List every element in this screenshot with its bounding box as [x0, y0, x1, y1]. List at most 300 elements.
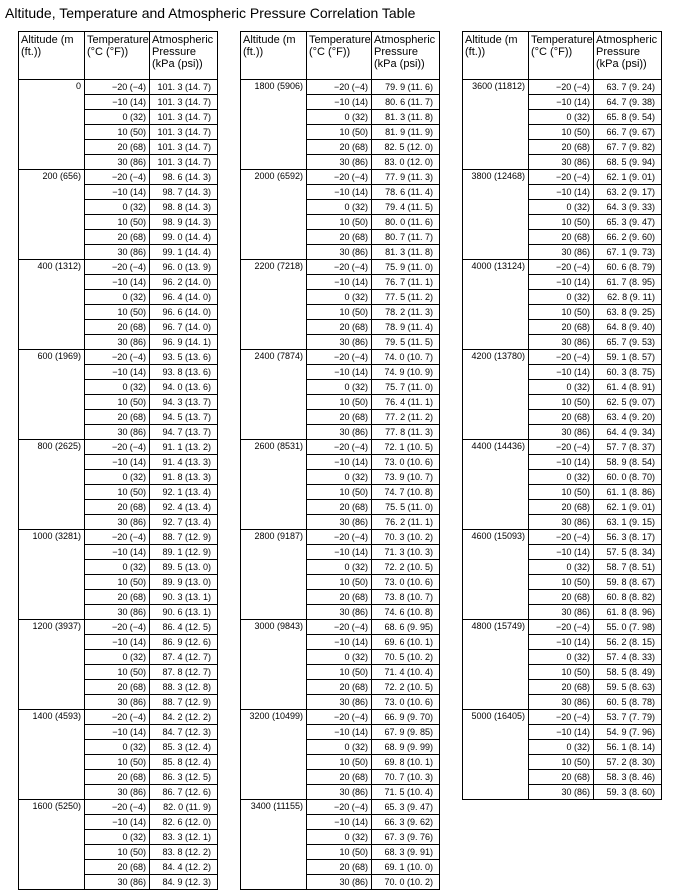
- correlation-table-2: [240, 31, 440, 890]
- pressure-cell: 80. 0 (11. 6): [372, 215, 440, 230]
- table-row: [241, 260, 440, 275]
- pressure-cell: 64. 3 (9. 33): [594, 200, 662, 215]
- pressure-cell: 73. 0 (10. 6): [372, 695, 440, 710]
- pressure-cell: 87. 4 (12. 7): [150, 650, 218, 665]
- temperature-cell: −10 (14): [529, 185, 594, 200]
- pressure-cell: 98. 9 (14. 3): [150, 215, 218, 230]
- temperature-cell: 0 (32): [307, 380, 372, 395]
- table-row: [19, 530, 218, 545]
- temperature-cell: −20 (−4): [529, 170, 594, 185]
- temperature-cell: 30 (86): [529, 515, 594, 530]
- altitude-cell: 4800 (15749): [463, 620, 529, 710]
- temperature-cell: −20 (−4): [529, 260, 594, 275]
- temperature-cell: 10 (50): [529, 215, 594, 230]
- pressure-cell: 101. 3 (14. 7): [150, 110, 218, 125]
- pressure-cell: 56. 1 (8. 14): [594, 740, 662, 755]
- pressure-cell: 94. 5 (13. 7): [150, 410, 218, 425]
- temperature-cell: −10 (14): [85, 815, 150, 830]
- temperature-cell: 0 (32): [307, 650, 372, 665]
- pressure-cell: 54. 9 (7. 96): [594, 725, 662, 740]
- pressure-cell: 82. 5 (12. 0): [372, 140, 440, 155]
- temperature-cell: 10 (50): [85, 305, 150, 320]
- pressure-cell: 64. 8 (9. 40): [594, 320, 662, 335]
- pressure-cell: 81. 3 (11. 8): [372, 245, 440, 260]
- temperature-cell: 20 (68): [307, 230, 372, 245]
- pressure-cell: 55. 0 (7. 98): [594, 620, 662, 635]
- temperature-cell: −20 (−4): [85, 170, 150, 185]
- pressure-header: Atmospheric Pressure (kPa (psi)): [594, 32, 662, 80]
- table-row: [241, 170, 440, 185]
- pressure-cell: 81. 3 (11. 8): [372, 110, 440, 125]
- pressure-header: Atmospheric Pressure (kPa (psi)): [150, 32, 218, 80]
- altitude-cell: 4000 (13124): [463, 260, 529, 350]
- pressure-cell: 65. 7 (9. 53): [594, 335, 662, 350]
- pressure-cell: 76. 2 (11. 1): [372, 515, 440, 530]
- temperature-cell: 30 (86): [85, 875, 150, 890]
- pressure-cell: 76. 4 (11. 1): [372, 395, 440, 410]
- temperature-cell: 0 (32): [307, 560, 372, 575]
- temperature-cell: 10 (50): [307, 845, 372, 860]
- pressure-cell: 94. 7 (13. 7): [150, 425, 218, 440]
- temperature-cell: 0 (32): [85, 560, 150, 575]
- temperature-cell: 10 (50): [85, 125, 150, 140]
- table-row: [241, 80, 440, 95]
- temperature-cell: 10 (50): [85, 665, 150, 680]
- temperature-cell: 0 (32): [85, 470, 150, 485]
- temperature-header: Temperature (°C (°F)): [307, 32, 372, 80]
- temperature-cell: 30 (86): [307, 515, 372, 530]
- temperature-cell: 10 (50): [529, 755, 594, 770]
- table-row: [463, 530, 662, 545]
- pressure-cell: 91. 8 (13. 3): [150, 470, 218, 485]
- temperature-cell: 30 (86): [529, 605, 594, 620]
- pressure-cell: 56. 3 (8. 17): [594, 530, 662, 545]
- temperature-cell: 30 (86): [307, 785, 372, 800]
- pressure-cell: 58. 7 (8. 51): [594, 560, 662, 575]
- temperature-cell: 30 (86): [85, 155, 150, 170]
- pressure-cell: 75. 9 (11. 0): [372, 260, 440, 275]
- pressure-cell: 67. 9 (9. 85): [372, 725, 440, 740]
- table-row: [463, 710, 662, 725]
- table-row: [463, 80, 662, 95]
- pressure-cell: 101. 3 (14. 7): [150, 80, 218, 95]
- pressure-cell: 101. 3 (14. 7): [150, 125, 218, 140]
- temperature-cell: 10 (50): [529, 665, 594, 680]
- temperature-cell: −10 (14): [85, 635, 150, 650]
- temperature-cell: 10 (50): [529, 125, 594, 140]
- temperature-cell: −20 (−4): [529, 440, 594, 455]
- temperature-cell: 20 (68): [529, 500, 594, 515]
- altitude-cell: 4200 (13780): [463, 350, 529, 440]
- temperature-cell: 10 (50): [85, 485, 150, 500]
- pressure-cell: 67. 3 (9. 76): [372, 830, 440, 845]
- pressure-cell: 96. 7 (14. 0): [150, 320, 218, 335]
- pressure-cell: 70. 7 (10. 3): [372, 770, 440, 785]
- pressure-cell: 68. 6 (9. 95): [372, 620, 440, 635]
- temperature-cell: 30 (86): [529, 425, 594, 440]
- pressure-cell: 85. 8 (12. 4): [150, 755, 218, 770]
- altitude-cell: 3400 (11155): [241, 800, 307, 890]
- pressure-cell: 93. 8 (13. 6): [150, 365, 218, 380]
- temperature-cell: 30 (86): [529, 155, 594, 170]
- altitude-cell: 3600 (11812): [463, 80, 529, 170]
- temperature-cell: 0 (32): [85, 290, 150, 305]
- pressure-cell: 84. 7 (12. 3): [150, 725, 218, 740]
- temperature-cell: 20 (68): [85, 230, 150, 245]
- temperature-cell: −20 (−4): [307, 530, 372, 545]
- temperature-header: Temperature (°C (°F)): [85, 32, 150, 80]
- pressure-cell: 73. 8 (10. 7): [372, 590, 440, 605]
- temperature-cell: −20 (−4): [529, 350, 594, 365]
- pressure-cell: 63. 7 (9. 24): [594, 80, 662, 95]
- temperature-cell: 10 (50): [307, 665, 372, 680]
- temperature-cell: −10 (14): [85, 275, 150, 290]
- pressure-cell: 80. 6 (11. 7): [372, 95, 440, 110]
- pressure-cell: 73. 9 (10. 7): [372, 470, 440, 485]
- pressure-cell: 84. 4 (12. 2): [150, 860, 218, 875]
- pressure-cell: 74. 0 (10. 7): [372, 350, 440, 365]
- pressure-cell: 72. 2 (10. 5): [372, 680, 440, 695]
- temperature-cell: 10 (50): [307, 125, 372, 140]
- table-row: [463, 170, 662, 185]
- pressure-cell: 68. 9 (9. 99): [372, 740, 440, 755]
- temperature-cell: 0 (32): [529, 110, 594, 125]
- temperature-cell: −10 (14): [85, 545, 150, 560]
- pressure-cell: 77. 8 (11. 3): [372, 425, 440, 440]
- altitude-cell: 1200 (3937): [19, 620, 85, 710]
- temperature-cell: −20 (−4): [307, 350, 372, 365]
- temperature-cell: 30 (86): [307, 695, 372, 710]
- table-row: [19, 620, 218, 635]
- pressure-cell: 62. 5 (9. 07): [594, 395, 662, 410]
- temperature-cell: −20 (−4): [307, 710, 372, 725]
- pressure-cell: 71. 5 (10. 4): [372, 785, 440, 800]
- altitude-cell: 800 (2625): [19, 440, 85, 530]
- temperature-cell: 20 (68): [307, 860, 372, 875]
- pressure-cell: 68. 5 (9. 94): [594, 155, 662, 170]
- temperature-cell: 20 (68): [529, 680, 594, 695]
- altitude-cell: 5000 (16405): [463, 710, 529, 800]
- pressure-cell: 99. 1 (14. 4): [150, 245, 218, 260]
- temperature-cell: −10 (14): [529, 635, 594, 650]
- pressure-cell: 77. 5 (11. 2): [372, 290, 440, 305]
- temperature-cell: 30 (86): [529, 335, 594, 350]
- temperature-cell: 20 (68): [85, 410, 150, 425]
- pressure-cell: 72. 1 (10. 5): [372, 440, 440, 455]
- temperature-cell: −10 (14): [307, 95, 372, 110]
- pressure-cell: 66. 9 (9. 70): [372, 710, 440, 725]
- altitude-header: Altitude (m (ft.)): [241, 32, 307, 80]
- pressure-cell: 88. 3 (12. 8): [150, 680, 218, 695]
- temperature-cell: 0 (32): [529, 290, 594, 305]
- altitude-cell: 200 (656): [19, 170, 85, 260]
- temperature-cell: 20 (68): [85, 140, 150, 155]
- altitude-cell: 0: [19, 80, 85, 170]
- altitude-cell: 400 (1312): [19, 260, 85, 350]
- pressure-cell: 73. 0 (10. 6): [372, 455, 440, 470]
- header-row: [19, 32, 218, 80]
- temperature-cell: 0 (32): [85, 650, 150, 665]
- temperature-cell: −20 (−4): [307, 260, 372, 275]
- page-title: Altitude, Temperature and Atmospheric Pressure Correlation Table: [5, 5, 416, 21]
- temperature-cell: 10 (50): [307, 305, 372, 320]
- pressure-cell: 60. 8 (8. 82): [594, 590, 662, 605]
- pressure-header: Atmospheric Pressure (kPa (psi)): [372, 32, 440, 80]
- temperature-cell: 30 (86): [307, 155, 372, 170]
- table-row: [241, 710, 440, 725]
- temperature-cell: −10 (14): [529, 725, 594, 740]
- pressure-cell: 63. 4 (9. 20): [594, 410, 662, 425]
- pressure-cell: 92. 4 (13. 4): [150, 500, 218, 515]
- temperature-cell: 10 (50): [529, 485, 594, 500]
- pressure-cell: 61. 4 (8. 91): [594, 380, 662, 395]
- temperature-cell: 20 (68): [307, 680, 372, 695]
- pressure-cell: 71. 4 (10. 4): [372, 665, 440, 680]
- pressure-cell: 70. 5 (10. 2): [372, 650, 440, 665]
- temperature-cell: −10 (14): [85, 95, 150, 110]
- pressure-cell: 98. 7 (14. 3): [150, 185, 218, 200]
- temperature-cell: 0 (32): [529, 470, 594, 485]
- pressure-cell: 68. 3 (9. 91): [372, 845, 440, 860]
- pressure-cell: 65. 8 (9. 54): [594, 110, 662, 125]
- altitude-cell: 2000 (6592): [241, 170, 307, 260]
- pressure-cell: 86. 4 (12. 5): [150, 620, 218, 635]
- pressure-cell: 86. 9 (12. 6): [150, 635, 218, 650]
- pressure-cell: 71. 3 (10. 3): [372, 545, 440, 560]
- pressure-cell: 90. 6 (13. 1): [150, 605, 218, 620]
- temperature-cell: 20 (68): [307, 140, 372, 155]
- temperature-cell: −10 (14): [307, 275, 372, 290]
- temperature-cell: −20 (−4): [85, 530, 150, 545]
- pressure-cell: 91. 1 (13. 2): [150, 440, 218, 455]
- temperature-cell: −10 (14): [307, 365, 372, 380]
- temperature-cell: −10 (14): [85, 365, 150, 380]
- temperature-cell: 10 (50): [529, 305, 594, 320]
- table-row: [19, 800, 218, 815]
- temperature-cell: −10 (14): [307, 185, 372, 200]
- temperature-cell: −20 (−4): [307, 80, 372, 95]
- temperature-cell: 0 (32): [85, 380, 150, 395]
- pressure-cell: 101. 3 (14. 7): [150, 140, 218, 155]
- pressure-cell: 69. 6 (10. 1): [372, 635, 440, 650]
- temperature-cell: −20 (−4): [85, 440, 150, 455]
- pressure-cell: 101. 3 (14. 7): [150, 95, 218, 110]
- pressure-cell: 62. 8 (9. 11): [594, 290, 662, 305]
- table-row: [19, 440, 218, 455]
- temperature-cell: 20 (68): [529, 230, 594, 245]
- pressure-cell: 79. 4 (11. 5): [372, 200, 440, 215]
- pressure-cell: 96. 4 (14. 0): [150, 290, 218, 305]
- temperature-cell: 10 (50): [85, 845, 150, 860]
- pressure-cell: 96. 0 (13. 9): [150, 260, 218, 275]
- pressure-cell: 80. 7 (11. 7): [372, 230, 440, 245]
- pressure-cell: 73. 0 (10. 6): [372, 575, 440, 590]
- pressure-cell: 66. 2 (9. 60): [594, 230, 662, 245]
- table-row: [241, 350, 440, 365]
- pressure-cell: 78. 6 (11. 4): [372, 185, 440, 200]
- temperature-cell: 0 (32): [85, 110, 150, 125]
- pressure-cell: 93. 5 (13. 6): [150, 350, 218, 365]
- pressure-cell: 89. 1 (12. 9): [150, 545, 218, 560]
- temperature-cell: −10 (14): [85, 455, 150, 470]
- pressure-cell: 56. 2 (8. 15): [594, 635, 662, 650]
- temperature-cell: 0 (32): [307, 290, 372, 305]
- pressure-cell: 59. 3 (8. 60): [594, 785, 662, 800]
- table-row: [463, 350, 662, 365]
- altitude-cell: 4600 (15093): [463, 530, 529, 620]
- altitude-cell: 2400 (7874): [241, 350, 307, 440]
- temperature-cell: 20 (68): [529, 320, 594, 335]
- temperature-cell: 30 (86): [85, 245, 150, 260]
- table-row: [19, 350, 218, 365]
- temperature-cell: 10 (50): [529, 575, 594, 590]
- temperature-cell: 0 (32): [529, 650, 594, 665]
- pressure-cell: 75. 7 (11. 0): [372, 380, 440, 395]
- table-row: [241, 800, 440, 815]
- temperature-header: Temperature (°C (°F)): [529, 32, 594, 80]
- altitude-cell: 2800 (9187): [241, 530, 307, 620]
- pressure-cell: 94. 0 (13. 6): [150, 380, 218, 395]
- temperature-cell: −10 (14): [529, 545, 594, 560]
- pressure-cell: 59. 8 (8. 67): [594, 575, 662, 590]
- pressure-cell: 84. 2 (12. 2): [150, 710, 218, 725]
- temperature-cell: 0 (32): [529, 560, 594, 575]
- altitude-cell: 2600 (8531): [241, 440, 307, 530]
- temperature-cell: 30 (86): [307, 875, 372, 890]
- pressure-cell: 60. 0 (8. 70): [594, 470, 662, 485]
- pressure-cell: 72. 2 (10. 5): [372, 560, 440, 575]
- temperature-cell: −10 (14): [307, 725, 372, 740]
- pressure-cell: 86. 7 (12. 6): [150, 785, 218, 800]
- temperature-cell: 30 (86): [529, 695, 594, 710]
- pressure-cell: 63. 8 (9. 25): [594, 305, 662, 320]
- temperature-cell: −10 (14): [307, 545, 372, 560]
- temperature-cell: −10 (14): [85, 725, 150, 740]
- temperature-cell: −10 (14): [529, 455, 594, 470]
- temperature-cell: 0 (32): [307, 200, 372, 215]
- pressure-cell: 65. 3 (9. 47): [594, 215, 662, 230]
- temperature-cell: −20 (−4): [529, 80, 594, 95]
- temperature-cell: −10 (14): [529, 95, 594, 110]
- pressure-cell: 98. 6 (14. 3): [150, 170, 218, 185]
- temperature-cell: −20 (−4): [307, 170, 372, 185]
- temperature-cell: 10 (50): [85, 215, 150, 230]
- pressure-cell: 83. 8 (12. 2): [150, 845, 218, 860]
- temperature-cell: 10 (50): [307, 575, 372, 590]
- altitude-cell: 1400 (4593): [19, 710, 85, 800]
- pressure-cell: 101. 3 (14. 7): [150, 155, 218, 170]
- temperature-cell: 10 (50): [529, 395, 594, 410]
- pressure-cell: 61. 8 (8. 96): [594, 605, 662, 620]
- temperature-cell: 10 (50): [307, 395, 372, 410]
- temperature-cell: 10 (50): [307, 485, 372, 500]
- temperature-cell: 20 (68): [307, 320, 372, 335]
- pressure-cell: 65. 3 (9. 47): [372, 800, 440, 815]
- table-row: [19, 80, 218, 95]
- pressure-cell: 79. 9 (11. 6): [372, 80, 440, 95]
- pressure-cell: 91. 4 (13. 3): [150, 455, 218, 470]
- temperature-cell: 0 (32): [307, 110, 372, 125]
- pressure-cell: 66. 7 (9. 67): [594, 125, 662, 140]
- temperature-cell: −10 (14): [307, 815, 372, 830]
- temperature-cell: 30 (86): [307, 245, 372, 260]
- temperature-cell: 0 (32): [529, 380, 594, 395]
- temperature-cell: 20 (68): [529, 770, 594, 785]
- temperature-cell: 0 (32): [529, 200, 594, 215]
- pressure-cell: 92. 1 (13. 4): [150, 485, 218, 500]
- temperature-cell: 10 (50): [85, 575, 150, 590]
- temperature-cell: 0 (32): [85, 200, 150, 215]
- pressure-cell: 85. 3 (12. 4): [150, 740, 218, 755]
- pressure-cell: 88. 7 (12. 9): [150, 530, 218, 545]
- pressure-cell: 82. 6 (12. 0): [150, 815, 218, 830]
- temperature-cell: 30 (86): [85, 695, 150, 710]
- pressure-cell: 78. 9 (11. 4): [372, 320, 440, 335]
- temperature-cell: −20 (−4): [307, 800, 372, 815]
- temperature-cell: 20 (68): [85, 770, 150, 785]
- altitude-cell: 1000 (3281): [19, 530, 85, 620]
- temperature-cell: −20 (−4): [529, 620, 594, 635]
- temperature-cell: 30 (86): [529, 245, 594, 260]
- pressure-cell: 60. 3 (8. 75): [594, 365, 662, 380]
- table-row: [19, 260, 218, 275]
- temperature-cell: −20 (−4): [85, 350, 150, 365]
- pressure-cell: 64. 7 (9. 38): [594, 95, 662, 110]
- temperature-cell: 10 (50): [307, 215, 372, 230]
- temperature-cell: −20 (−4): [85, 620, 150, 635]
- pressure-cell: 96. 2 (14. 0): [150, 275, 218, 290]
- pressure-cell: 61. 7 (8. 95): [594, 275, 662, 290]
- temperature-cell: 0 (32): [307, 470, 372, 485]
- header-row: [241, 32, 440, 80]
- temperature-cell: 20 (68): [85, 500, 150, 515]
- pressure-cell: 70. 3 (10. 2): [372, 530, 440, 545]
- temperature-cell: 20 (68): [529, 410, 594, 425]
- temperature-cell: −10 (14): [307, 635, 372, 650]
- pressure-cell: 60. 5 (8. 78): [594, 695, 662, 710]
- pressure-cell: 67. 1 (9. 73): [594, 245, 662, 260]
- temperature-cell: 10 (50): [85, 755, 150, 770]
- temperature-cell: 10 (50): [85, 395, 150, 410]
- table-row: [241, 620, 440, 635]
- temperature-cell: −10 (14): [529, 365, 594, 380]
- pressure-cell: 89. 9 (13. 0): [150, 575, 218, 590]
- temperature-cell: 20 (68): [307, 410, 372, 425]
- altitude-cell: 3000 (9843): [241, 620, 307, 710]
- temperature-cell: 30 (86): [85, 425, 150, 440]
- table-row: [19, 710, 218, 725]
- temperature-cell: 30 (86): [85, 335, 150, 350]
- table-row: [463, 260, 662, 275]
- pressure-cell: 63. 2 (9. 17): [594, 185, 662, 200]
- temperature-cell: 30 (86): [529, 785, 594, 800]
- pressure-cell: 57. 5 (8. 34): [594, 545, 662, 560]
- pressure-cell: 74. 9 (10. 9): [372, 365, 440, 380]
- temperature-cell: 30 (86): [85, 605, 150, 620]
- altitude-cell: 4400 (14436): [463, 440, 529, 530]
- temperature-cell: 10 (50): [307, 755, 372, 770]
- table-row: [19, 170, 218, 185]
- temperature-cell: −20 (−4): [85, 710, 150, 725]
- pressure-cell: 83. 3 (12. 1): [150, 830, 218, 845]
- temperature-cell: 0 (32): [307, 830, 372, 845]
- table-row: [241, 440, 440, 455]
- pressure-cell: 87. 8 (12. 7): [150, 665, 218, 680]
- temperature-cell: 20 (68): [85, 320, 150, 335]
- pressure-cell: 64. 4 (9. 34): [594, 425, 662, 440]
- temperature-cell: 0 (32): [307, 740, 372, 755]
- altitude-cell: 3200 (10499): [241, 710, 307, 800]
